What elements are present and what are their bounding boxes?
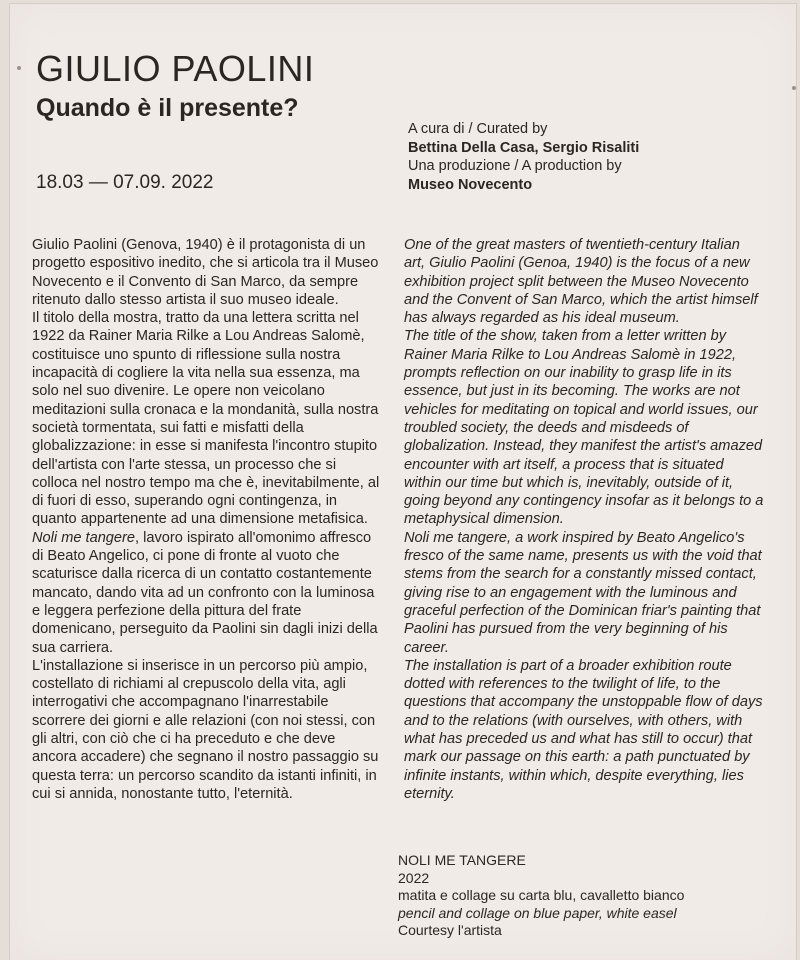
producer-name: Museo Novecento bbox=[408, 176, 533, 193]
artwork-medium-italian: matita e collage su carta blu, cavalletto bianco bbox=[398, 887, 685, 903]
english-paragraph: Noli me tangere, a work inspired by Beato Angelico's fresco of the same name, presents us with the void that stems from the search for a constantly missed contact, giving rise to an engagement with the luminous and graceful perfection of the Dominican friar's painting that Paolini has pursued from the very beginning of his career. bbox=[404, 529, 762, 656]
italian-paragraph: L'installazione si inserisce in un percorso più ampio, costellato di richiami al crepuscolo della vita, agli interrogativi che accompagnano l'inarrestabile scorrere dei giorni e alle relazioni (con noi stessi, con gli altri, con ciò che ci ha preceduto e che deve ancora accadere) che segnano il nostro passaggio su questa terra: un percorso scandito da istanti infiniti, in cui si annida, nonostante tutto, l'eternità. bbox=[32, 657, 379, 802]
english-paragraph: One of the great masters of twentieth-century Italian art, Giulio Paolini (Genoa, 1940) is the focus of a new exhibition project split between the Museo Novecento and the Convent of San Marco, which the artist himself has always regarded as his ideal museum. bbox=[404, 237, 758, 327]
production-label: Una produzione / A production by bbox=[408, 158, 622, 174]
curators-names: Bettina Della Casa, Sergio Risaliti bbox=[408, 139, 640, 156]
english-text-column bbox=[404, 236, 764, 803]
italian-text-column bbox=[32, 236, 384, 803]
artist-name: GIULIO PAOLINI bbox=[36, 48, 315, 89]
english-paragraph: The title of the show, taken from a letter written by Rainer Maria Rilke to Lou Andreas Salomè in 1922, prompts reflection on our inability to grasp life in its essence, but just in its becoming. The works are not vehicles for meditating on topical and world issues, our troubled society, the deeds and misdeeds of globalization. Instead, they manifest the artist's amazed encounter with art itself, a process that is situated within our time but which is, inevitably, outside of it, going beyond any contingency insofar as it belongs to a metaphysical dimension. bbox=[404, 328, 764, 528]
italian-paragraph: Il titolo della mostra, tratto da una lettera scritta nel 1922 da Rainer Maria Rilke a Lou Andreas Salomè, costituisce uno spunto di riflessione sulla nostra incapacità di cogliere la vita nella sua essenza, ma solo nel suo divenire. Le opere non veicolano meditazioni sulla cronaca e la mondanità, sulla nostra società tormentata, sui fatti e misfatti della globalizzazione: in esse si manifesta l'incontro stupito dell'artista con l'arte stessa, un processo che si colloca nel nostro tempo ma che è, inevitabilmente, al di fuori di esso, superando ogni contingenza, in quanto appartenente ad una dimensione metafisica. bbox=[32, 310, 380, 528]
artwork-medium-english: pencil and collage on blue paper, white easel bbox=[398, 904, 677, 921]
curated-by-label: A cura di / Curated by bbox=[408, 121, 548, 137]
artwork-year: 2022 bbox=[398, 869, 430, 886]
exhibition-title: Quando è il presente? bbox=[36, 94, 299, 122]
artwork-title: NOLI ME TANGERE bbox=[398, 852, 526, 868]
exhibition-dates: 18.03 — 07.09. 2022 bbox=[36, 172, 214, 193]
italian-paragraph: Noli me tangere, lavoro ispirato all'omonimo affresco di Beato Angelico, ci pone di fronte al vuoto che scaturisce dalla ricerca di un contatto costantemente mancato, dando vita ad un confronto con la luminosa e leggera perfezione della pittura del frate domenicano, perseguito da Paolini sin dagli inizi della sua carriera. bbox=[32, 529, 378, 656]
english-paragraph: The installation is part of a broader exhibition route dotted with references to the twilight of life, to the questions that accompany the unstoppable flow of days and to the relations (with ourselves, with others, with what has preceded us and what has still to occur) that mark our passage on this earth: a path punctuated by infinite instants, within which, despite everything, lies eternity. bbox=[404, 657, 763, 802]
credits-block bbox=[408, 120, 768, 194]
artwork-caption bbox=[398, 852, 778, 940]
pin-hole bbox=[792, 86, 796, 90]
pin-hole bbox=[17, 66, 21, 70]
artwork-courtesy: Courtesy l'artista bbox=[398, 922, 502, 938]
artwork-title-inline: Noli me tangere bbox=[32, 529, 136, 546]
italian-paragraph: Giulio Paolini (Genova, 1940) è il protagonista di un progetto espositivo inedito, che si articola tra il Museo Novecento e il Convento di San Marco, da sempre ritenuto dallo stesso artista il suo museo ideale. bbox=[32, 237, 379, 308]
